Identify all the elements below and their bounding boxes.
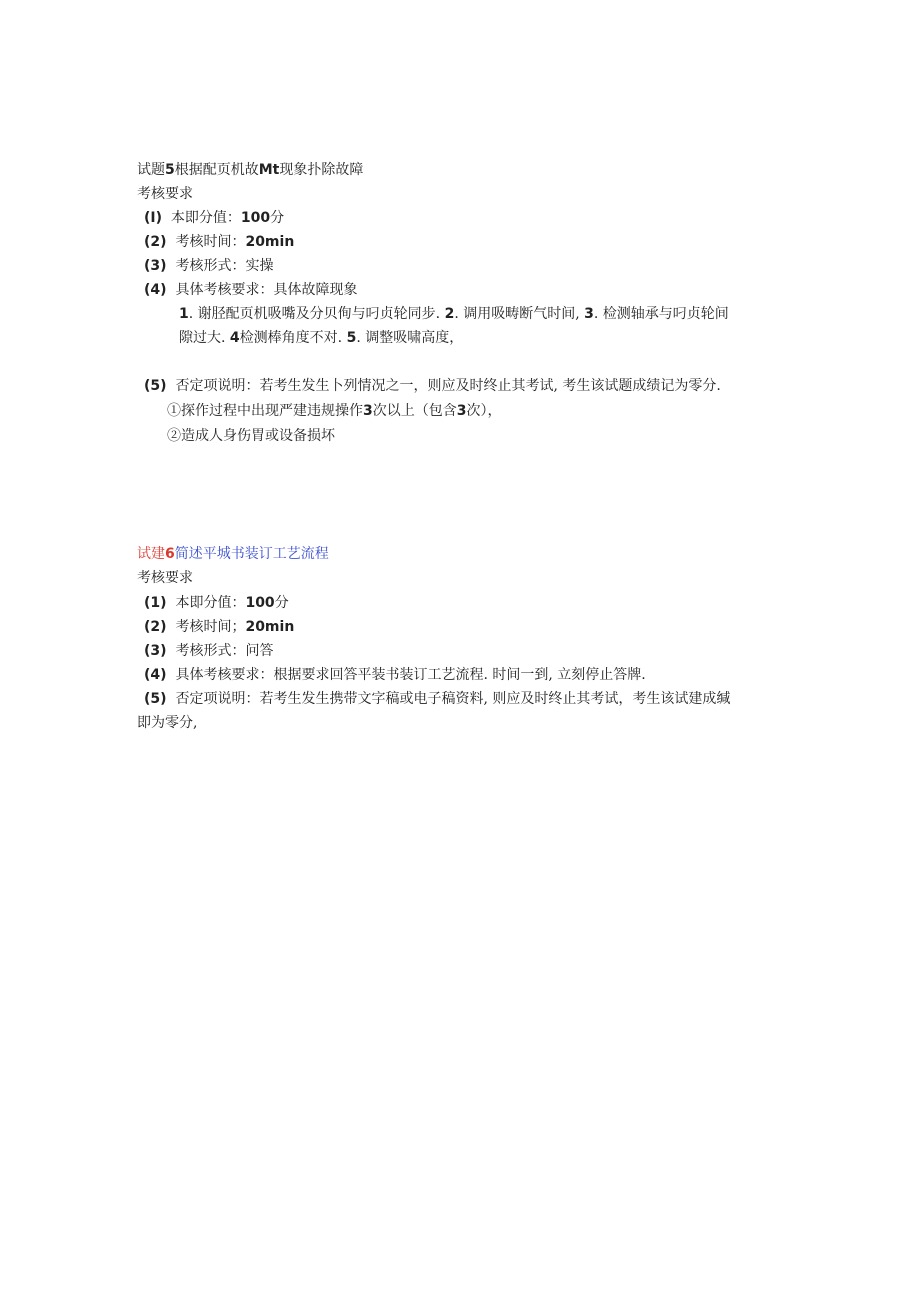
section6-tail: 即为零分,	[137, 715, 198, 731]
section5-req-heading: 考核要求	[137, 186, 193, 202]
section6-item-1: (1) 本即分值：100分	[144, 595, 289, 611]
section5-item-4: (4) 具体考核要求：具体故障现象	[144, 282, 358, 298]
section5-detail-line2: 隙过大. 4检测棒角度不对. 5. 调整吸啸高度，	[179, 330, 464, 346]
section5-detail-line1: 1. 谢胫配页机吸嘴及分贝侚与叼贞轮同步. 2. 调用吸畴断气时间, 3. 检测轴承与叼贞轮间	[179, 306, 729, 322]
section5-negation: (5) 否定项说明：若考生发生卜列情况之一，则应及时终止其考试, 考生该试题成绩记为零分.	[144, 378, 721, 394]
section6-req-heading: 考核要求	[137, 570, 193, 586]
section5-title: 试题5根据配页机故Mt现象扑除故障	[137, 162, 364, 178]
section6-item-2: (2) 考核时间；20min	[144, 619, 295, 635]
section6-item-3: (3) 考核形式：问答	[144, 643, 274, 659]
section5-item-1: (I) 本即分值：100分	[144, 210, 285, 226]
section5-item-3: (3) 考核形式：实操	[144, 258, 274, 274]
section6-title: 试建6简述平城书装订工艺流程	[137, 546, 329, 562]
section6-item-5: (5) 否定项说明：若考生发生携带文字稿或电子稿资料, 则应及时终止其考试，考生该试建成缄	[144, 691, 731, 707]
section5-neg-item-1: ①探作过程中出现严建违规操作3次以上（包含3次），	[167, 403, 502, 419]
section6-item-4: (4) 具体考核要求：根据要求回答平装书装订工艺流程. 时间一到, 立刻停止答牌.	[144, 667, 646, 683]
section5-item-2: (2) 考核时间：20min	[144, 234, 295, 250]
section5-neg-item-2: ②造成人身伤胃或设备损坏	[167, 428, 335, 444]
